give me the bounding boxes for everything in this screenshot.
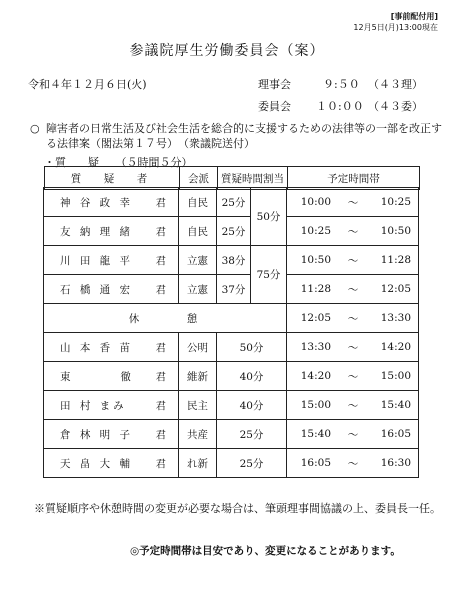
questioner-name: 田 村 まみ	[60, 399, 127, 412]
allocation-cell	[216, 216, 251, 246]
end-time: 13:30	[380, 312, 411, 324]
bill-title: 障害者の日常生活及び社会生活を総合的に支援するための法律等の一部を改正する法律案（閣法第１７号） （衆議院送付）	[46, 122, 442, 150]
questioner-cell	[43, 332, 179, 362]
questioner-name: 石 橋 通 宏	[60, 283, 134, 296]
questioner-cell	[43, 187, 179, 217]
schedule-note-1: （４３理）	[368, 78, 423, 91]
schedule-time-1: ９:５０	[323, 78, 360, 91]
tilde: ～	[347, 341, 359, 354]
party-name: 公明	[187, 341, 208, 354]
end-time: 10:25	[380, 196, 411, 208]
party-cell	[178, 274, 217, 304]
header-allocation: 質疑時間割当	[218, 167, 288, 190]
end-time: 16:30	[380, 457, 411, 469]
questioner-name: 天 畠 大 輔	[60, 457, 134, 470]
time-slot-cell	[286, 274, 419, 304]
party-cell	[178, 216, 217, 246]
honorific: 君	[155, 225, 166, 238]
allocation-minutes: 37分	[221, 283, 246, 296]
allocation-cell	[216, 390, 287, 420]
allocation-minutes: 25分	[239, 428, 264, 441]
party-name: 立憲	[187, 283, 208, 296]
questioner-cell	[43, 390, 179, 420]
allocation-minutes: 25分	[221, 225, 246, 238]
document-header	[353, 11, 438, 33]
group-total: 50分	[256, 211, 281, 223]
honorific: 君	[155, 370, 166, 383]
allocation-cell	[216, 274, 251, 304]
start-time: 10:50	[300, 254, 331, 266]
tilde: ～	[347, 283, 359, 296]
party-name: 維新	[187, 370, 208, 383]
honorific: 君	[155, 399, 166, 412]
footnote-text: ※質疑順序や休憩時間の変更が必要な場合は、筆頭理事間協議の上、委員長一任。	[34, 502, 441, 515]
honorific: 君	[155, 341, 166, 354]
questioner-cell	[43, 245, 179, 275]
tilde: ～	[347, 196, 359, 209]
qa-heading: ・質 疑 （５時間５分）	[44, 156, 193, 169]
group-total-cell	[250, 245, 287, 304]
start-time: 16:05	[300, 457, 331, 469]
questioner-cell	[43, 361, 179, 391]
party-cell	[178, 448, 217, 478]
party-cell	[178, 332, 217, 362]
allocation-cell	[216, 187, 251, 217]
group-total-cell	[250, 187, 287, 246]
start-time: 10:00	[300, 196, 331, 208]
group-total: 75分	[256, 269, 281, 281]
distribution-tag: [事前配付用]	[390, 12, 438, 21]
time-slot-cell	[286, 390, 419, 420]
start-time: 12:05	[300, 312, 331, 324]
allocation-cell	[216, 361, 287, 391]
party-name: れ新	[187, 457, 208, 470]
allocation-cell	[216, 332, 287, 362]
questioner-name: 友 納 理 緒	[60, 225, 134, 238]
end-time: 10:50	[380, 225, 411, 237]
time-slot-cell	[286, 245, 419, 275]
allocation-minutes: 40分	[239, 370, 264, 383]
party-cell	[178, 390, 217, 420]
party-cell	[178, 245, 217, 275]
allocation-minutes: 38分	[221, 254, 246, 267]
end-time: 15:00	[380, 370, 411, 382]
page-title: 参議院厚生労働委員会（案）	[129, 43, 325, 59]
questioner-cell	[43, 448, 179, 478]
questioner-cell	[43, 274, 179, 304]
start-time: 14:20	[300, 370, 331, 382]
header-questioner: 質 疑 者	[45, 167, 180, 190]
questioner-name: 山 本 香 苗	[60, 341, 134, 354]
tilde: ～	[347, 370, 359, 383]
allocation-minutes: 25分	[239, 457, 264, 470]
end-time: 11:28	[380, 254, 411, 266]
time-slot-cell	[286, 216, 419, 246]
questioner-name: 東 徹	[60, 370, 134, 383]
questioner-name: 川 田 龍 平	[60, 254, 134, 267]
time-slot-cell	[286, 187, 419, 217]
party-cell	[178, 419, 217, 449]
honorific: 君	[155, 196, 166, 209]
end-time: 16:05	[380, 428, 411, 440]
questioner-cell	[43, 216, 179, 246]
party-name: 共産	[187, 428, 208, 441]
time-slot-cell	[286, 448, 419, 478]
timestamp: 12月5日(月)13:00現在	[353, 23, 438, 32]
break-label-cell	[43, 303, 287, 333]
end-time: 14:20	[380, 341, 411, 353]
allocation-minutes: 25分	[221, 196, 246, 209]
tilde: ～	[347, 254, 359, 267]
questioner-cell	[43, 419, 179, 449]
header-time-slot: 予定時間帯	[288, 167, 420, 190]
allocation-cell	[216, 448, 287, 478]
honorific: 君	[155, 457, 166, 470]
tilde: ～	[347, 428, 359, 441]
honorific: 君	[155, 254, 166, 267]
tilde: ～	[347, 225, 359, 238]
break-label: 休 憩	[128, 312, 202, 325]
schedule-label-2: 委員会	[258, 100, 291, 113]
meeting-date: 令和４年１２月６日(火)	[28, 78, 147, 91]
header-party: 会派	[180, 167, 218, 190]
start-time: 15:40	[300, 428, 331, 440]
tilde: ～	[347, 399, 359, 412]
schedule-time-2: １０:００	[316, 100, 364, 113]
start-time: 11:28	[300, 283, 331, 295]
allocation-minutes: 40分	[239, 399, 264, 412]
end-time: 15:40	[380, 399, 411, 411]
end-time: 12:05	[380, 283, 411, 295]
break-time-cell	[286, 303, 419, 333]
start-time: 13:30	[300, 341, 331, 353]
footnote	[34, 501, 445, 517]
allocation-cell	[216, 245, 251, 275]
party-name: 民主	[187, 399, 208, 412]
notice: ◎予定時間帯は目安であり、変更になることがあります。	[130, 545, 401, 557]
party-name: 自民	[187, 225, 208, 238]
tilde: ～	[347, 312, 359, 325]
party-name: 自民	[187, 196, 208, 209]
party-cell	[178, 361, 217, 391]
honorific: 君	[155, 428, 166, 441]
start-time: 10:25	[300, 225, 331, 237]
questioner-name: 神 谷 政 幸	[60, 196, 134, 209]
schedule-label-1: 理事会	[258, 78, 291, 91]
schedule-note-2: （４３委）	[368, 100, 423, 113]
questioner-name: 倉 林 明 子	[60, 428, 134, 441]
party-name: 立憲	[187, 254, 208, 267]
circle-bullet-icon: ○	[30, 122, 40, 135]
tilde: ～	[347, 457, 359, 470]
allocation-minutes: 50分	[239, 341, 264, 354]
allocation-cell	[216, 419, 287, 449]
start-time: 15:00	[300, 399, 331, 411]
time-slot-cell	[286, 332, 419, 362]
time-slot-cell	[286, 419, 419, 449]
time-slot-cell	[286, 361, 419, 391]
party-cell	[178, 187, 217, 217]
honorific: 君	[155, 283, 166, 296]
